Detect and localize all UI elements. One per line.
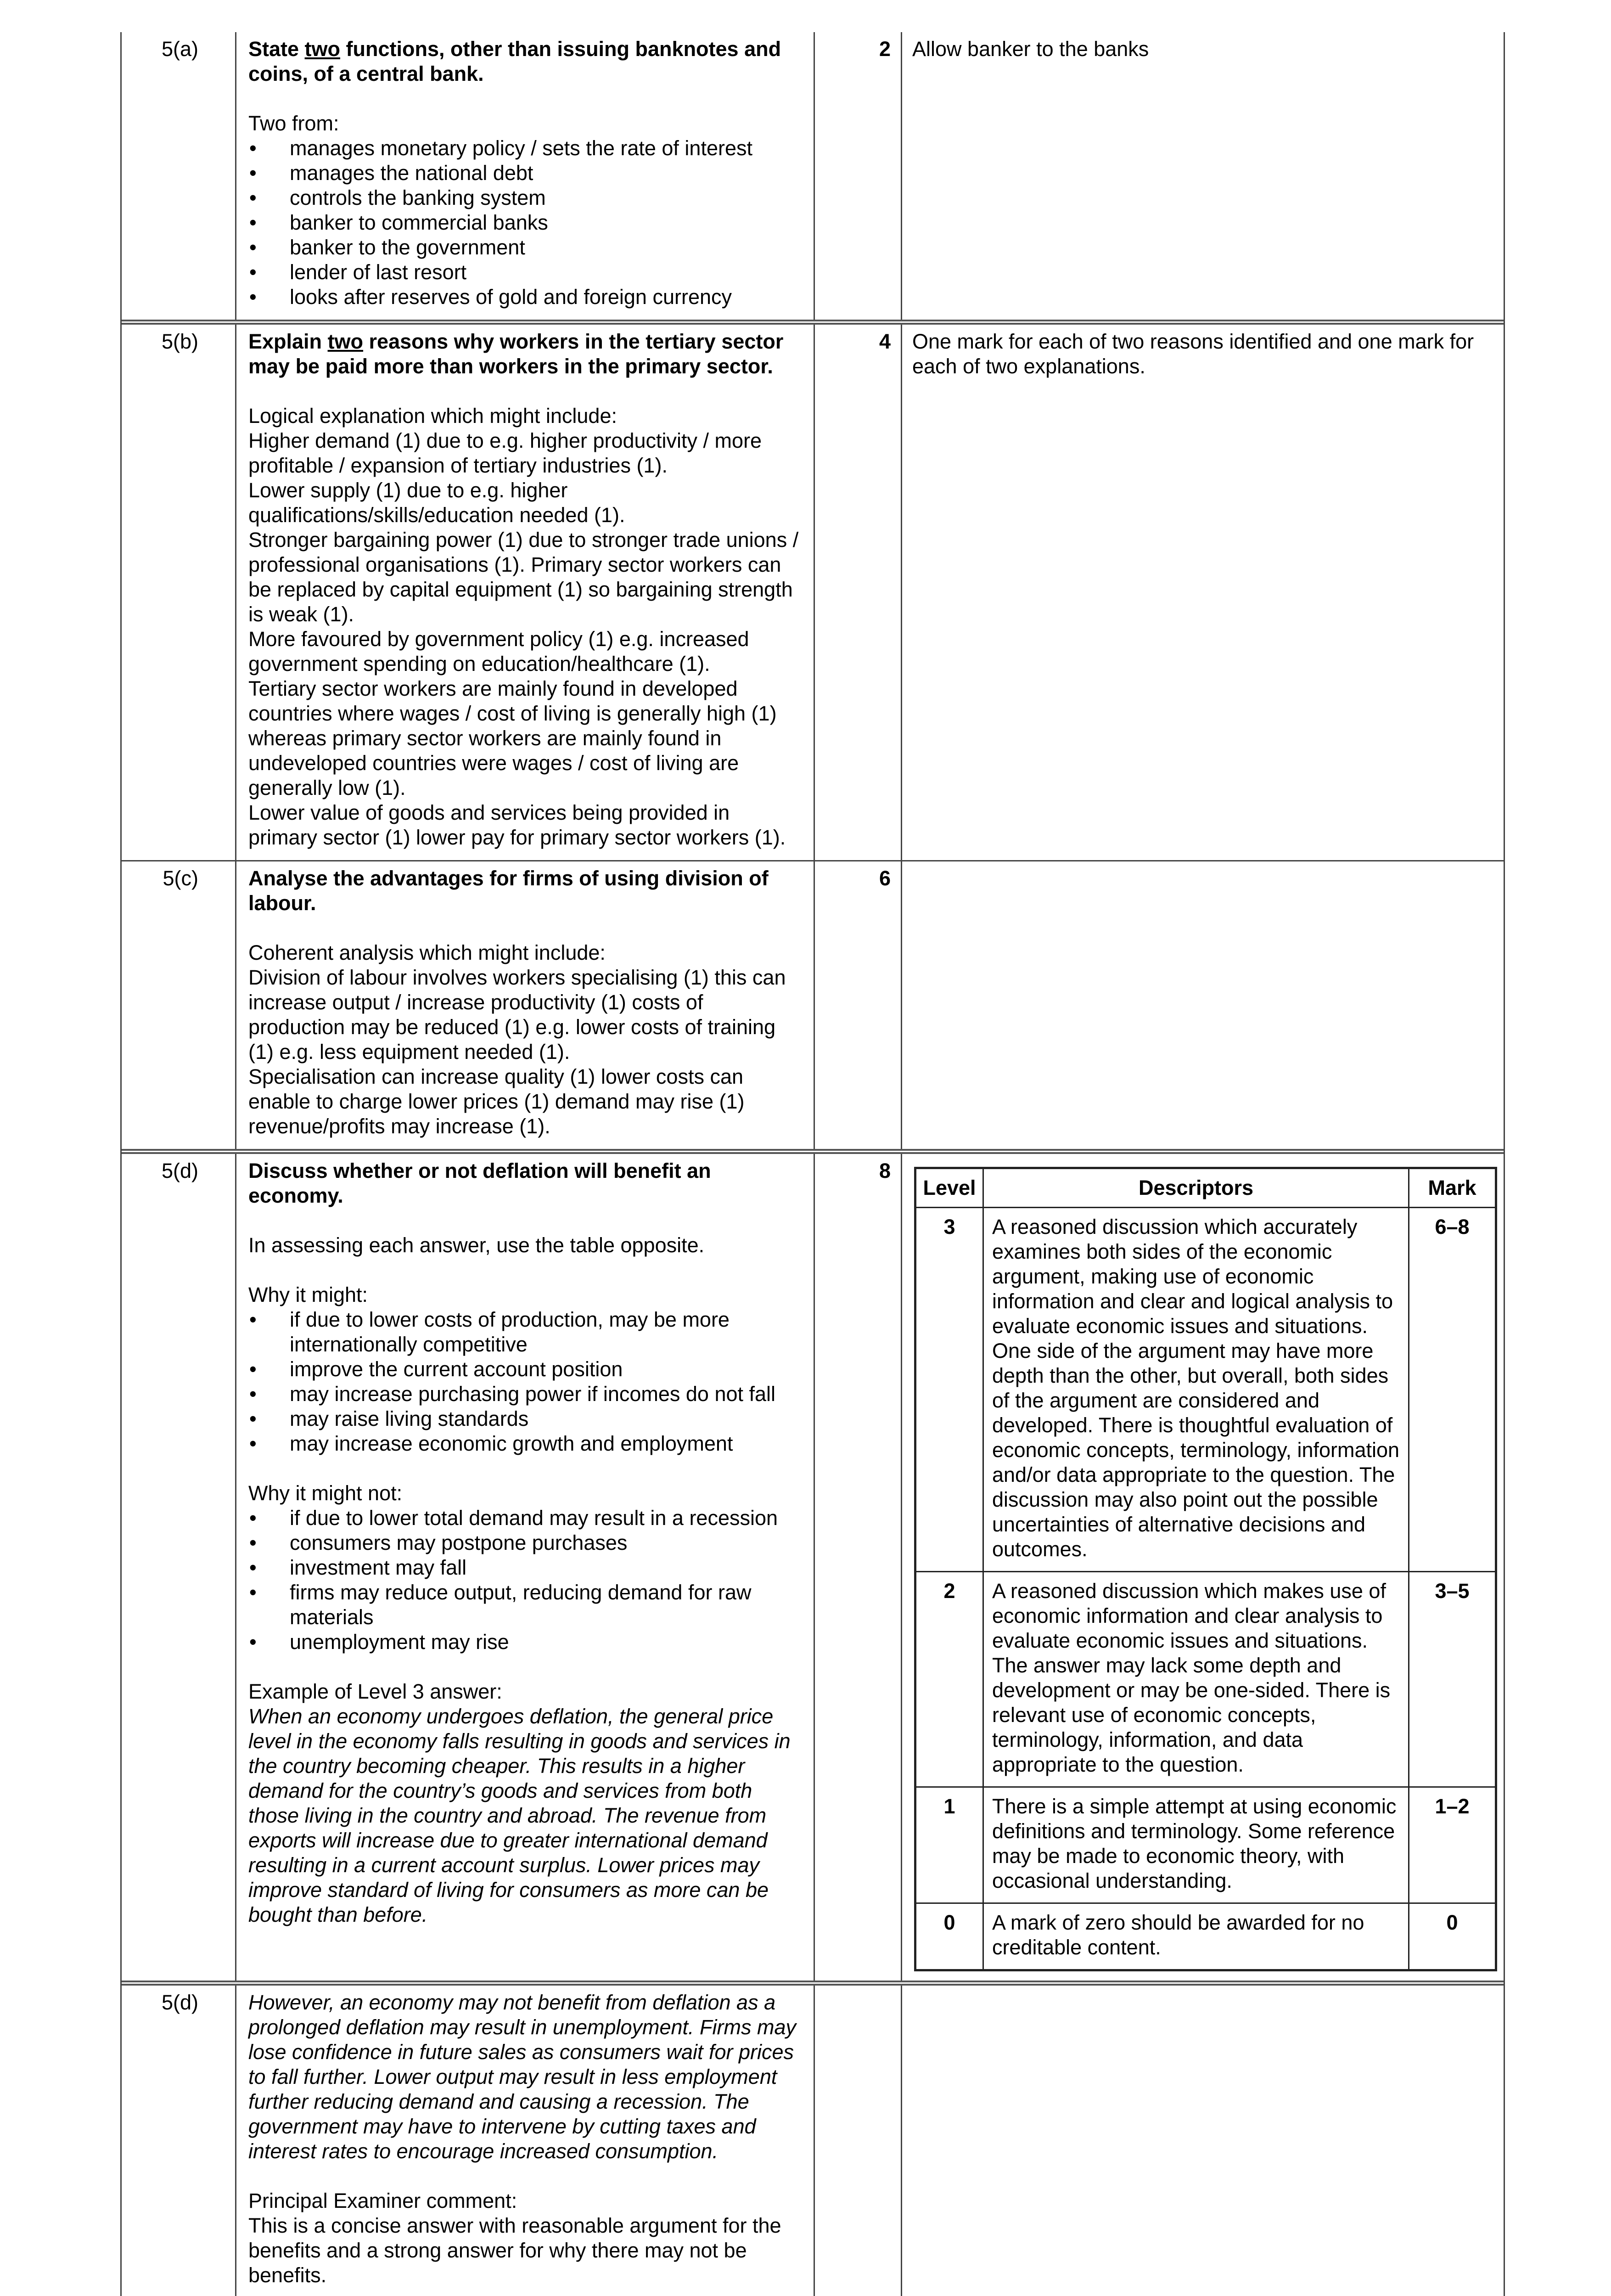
mark-range-cell: 0 <box>1409 1903 1496 1970</box>
marks-cell: 2 <box>815 32 902 320</box>
bullet-text: manages monetary policy / sets the rate of interest <box>290 136 752 160</box>
table-row <box>915 1208 1496 1572</box>
why-might-heading: Why it might: <box>248 1283 368 1306</box>
question-text <box>248 37 802 86</box>
column-header-mark: Mark <box>1409 1168 1496 1208</box>
bullet-item <box>248 1357 802 1382</box>
mark-scheme-table <box>120 32 1505 2296</box>
level-cell: 0 <box>915 1903 983 1970</box>
row-5d-continued <box>122 1981 1504 2296</box>
bullet-item <box>248 235 802 260</box>
bullet-text: looks after reserves of gold and foreign currency <box>290 285 732 309</box>
bullet-icon: • <box>249 186 257 209</box>
bullet-text: banker to the government <box>290 236 525 259</box>
bullet-icon: • <box>249 1308 257 1331</box>
bullet-item <box>248 1307 802 1357</box>
question-number: 5(d) <box>122 1154 236 1981</box>
descriptor-cell: A reasoned discussion which makes use of economic information and clear analysis to evaluate economic issues and situations. The answer may lack some depth and development or may be one-sided. There is relevant use of economic concepts, terminology, information, and data appropriate to the question. <box>983 1572 1409 1787</box>
bullet-icon: • <box>249 285 257 309</box>
question-text-part: Explain <box>248 330 328 353</box>
question-emphasis: two <box>304 37 341 61</box>
answer-line: Coherent analysis which might include: <box>248 941 606 964</box>
row-5b <box>122 320 1504 860</box>
level-cell: 3 <box>915 1208 983 1572</box>
question-text <box>248 329 802 379</box>
answer-line: Stronger bargaining power (1) due to stronger trade unions / professional organisations (1). Primary sector workers can be replaced by capital equipment (1) so bargaining strength is weak (1). <box>248 528 799 626</box>
answer-cell <box>236 1986 815 2296</box>
bullet-text: improve the current account position <box>290 1357 623 1381</box>
question-text: Discuss whether or not deflation will benefit an economy. <box>248 1159 711 1207</box>
bullet-item <box>248 1431 802 1456</box>
example-heading: Example of Level 3 answer: <box>248 1680 502 1703</box>
guidance-cell: Allow banker to the banks <box>912 37 1149 61</box>
question-number: 5(b) <box>122 325 236 860</box>
table-row <box>915 1787 1496 1903</box>
bullet-text: consumers may postpone purchases <box>290 1531 628 1554</box>
why-might-not-heading: Why it might not: <box>248 1481 403 1505</box>
answer-line: Lower value of goods and services being provided in primary sector (1) lower pay for primary sector workers (1). <box>248 801 786 849</box>
row-5d <box>122 1149 1504 1981</box>
bullet-icon: • <box>249 236 257 259</box>
marks-cell: 6 <box>815 861 902 1149</box>
bullet-icon: • <box>249 1556 257 1579</box>
bullet-text: if due to lower costs of production, may be more internationally competitive <box>290 1308 730 1356</box>
assessment-note: In assessing each answer, use the table opposite. <box>248 1233 705 1257</box>
example-answer: When an economy undergoes deflation, the general price level in the economy falls resulting in goods and services in the country becoming cheaper. This results in a higher demand for the country’s goods and services from both those living in the country and abroad. The revenue from exports will increase due to greater international demand resulting in a current account surplus. Lower prices may improve standard of living for consumers as more can be bought than before. <box>248 1705 791 1926</box>
bullet-icon: • <box>249 211 257 234</box>
why-might-bullets <box>248 1307 802 1456</box>
bullet-item <box>248 1555 802 1580</box>
bullet-item <box>248 186 802 210</box>
level-cell: 1 <box>915 1787 983 1903</box>
bullet-item <box>248 285 802 310</box>
bullet-text: unemployment may rise <box>290 1630 509 1654</box>
bullet-item <box>248 210 802 235</box>
marks-cell: 4 <box>815 325 902 860</box>
bullet-item <box>248 1630 802 1654</box>
answer-bullets <box>248 136 802 310</box>
bullet-item <box>248 161 802 186</box>
examiner-comment-heading: Principal Examiner comment: <box>248 2189 517 2212</box>
bullet-icon: • <box>249 136 257 160</box>
table-row <box>915 1903 1496 1970</box>
bullet-item <box>248 1407 802 1431</box>
column-header-level: Level <box>915 1168 983 1208</box>
bullet-item <box>248 1382 802 1407</box>
bullet-icon: • <box>249 260 257 284</box>
bullet-text: if due to lower total demand may result in a recession <box>290 1506 778 1530</box>
table-header-row <box>915 1168 1496 1208</box>
answer-line: More favoured by government policy (1) e.g. increased government spending on education/healthcare (1). <box>248 627 749 675</box>
answer-cell <box>236 861 815 1149</box>
answer-cell <box>236 1154 815 1981</box>
row-5a <box>122 32 1504 320</box>
table-row <box>915 1572 1496 1787</box>
guidance-cell: One mark for each of two reasons identified and one mark for each of two explanations. <box>912 330 1474 378</box>
examiner-comment: This is a concise answer with reasonable argument for the benefits and a strong answer for why there may not be benefits. <box>248 2214 781 2287</box>
descriptor-cell: A reasoned discussion which accurately examines both sides of the economic argument, making use of economic information and clear and logical analysis to evaluate economic issues and situations. One side of the argument may have more depth than the other, but overall, both sides of the argument are considered and developed. There is thoughtful evaluation of economic concepts, terminology, information and/or data appropriate to the question. The discussion may also point out the possible uncertainties of alternative decisions and outcomes. <box>983 1208 1409 1572</box>
bullet-icon: • <box>249 1407 257 1430</box>
guidance-cell <box>902 861 1504 1149</box>
bullet-item <box>248 1580 802 1630</box>
descriptor-cell: A mark of zero should be awarded for no creditable content. <box>983 1903 1409 1970</box>
answer-cell <box>236 32 815 320</box>
bullet-icon: • <box>249 1432 257 1455</box>
bullet-text: may increase purchasing power if incomes do not fall <box>290 1382 776 1406</box>
level-descriptor-table <box>914 1167 1497 1971</box>
bullet-icon: • <box>249 161 257 185</box>
column-header-descriptors: Descriptors <box>983 1168 1409 1208</box>
answer-line: Logical explanation which might include: <box>248 404 617 428</box>
question-number: 5(a) <box>122 32 236 320</box>
answer-line: Specialisation can increase quality (1) lower costs can enable to charge lower prices (1) demand may rise (1) revenue/profits may increase (1). <box>248 1065 745 1138</box>
answer-intro: Two from: <box>248 112 339 135</box>
bullet-icon: • <box>249 1531 257 1554</box>
marks-cell <box>815 1986 902 2296</box>
mark-range-cell: 1–2 <box>1409 1787 1496 1903</box>
bullet-text: manages the national debt <box>290 161 533 185</box>
question-text: Analyse the advantages for firms of using division of labour. <box>248 867 769 915</box>
mark-range-cell: 6–8 <box>1409 1208 1496 1572</box>
bullet-text: controls the banking system <box>290 186 546 209</box>
answer-line: Lower supply (1) due to e.g. higher qualifications/skills/education needed (1). <box>248 478 625 527</box>
question-text-part: functions, other than issuing banknotes and coins, of a central bank. <box>248 37 781 85</box>
guidance-cell <box>902 1154 1504 1981</box>
why-might-not-bullets <box>248 1506 802 1654</box>
level-cell: 2 <box>915 1572 983 1787</box>
marks-cell: 8 <box>815 1154 902 1981</box>
bullet-text: investment may fall <box>290 1556 467 1579</box>
descriptor-cell: There is a simple attempt at using economic definitions and terminology. Some reference may be made to economic theory, with occasional understanding. <box>983 1787 1409 1903</box>
bullet-item <box>248 1506 802 1531</box>
question-number: 5(d) <box>122 1986 236 2296</box>
question-text-part: State <box>248 37 305 61</box>
question-number: 5(c) <box>122 861 236 1149</box>
bullet-icon: • <box>249 1506 257 1530</box>
bullet-text: may raise living standards <box>290 1407 529 1430</box>
bullet-icon: • <box>249 1382 257 1406</box>
bullet-item <box>248 260 802 285</box>
bullet-icon: • <box>249 1357 257 1381</box>
bullet-text: may increase economic growth and employment <box>290 1432 733 1455</box>
bullet-text: lender of last resort <box>290 260 467 284</box>
question-text-part: reasons why workers in the tertiary sector may be paid more than workers in the primary sector. <box>248 330 784 378</box>
answer-line: Higher demand (1) due to e.g. higher productivity / more profitable / expansion of tertiary industries (1). <box>248 429 762 477</box>
bullet-text: firms may reduce output, reducing demand for raw materials <box>290 1581 752 1629</box>
bullet-item <box>248 1531 802 1555</box>
mark-range-cell: 3–5 <box>1409 1572 1496 1787</box>
example-answer: However, an economy may not benefit from deflation as a prolonged deflation may result in unemployment. Firms may lose confidence in future sales as consumers wait for prices to fall further. Lower output may result in less employment further reducing demand and causing a recession. The government may have to intervene by cutting taxes and interest rates to encourage increased consumption. <box>248 1991 797 2163</box>
row-5c <box>122 860 1504 1149</box>
answer-line: Division of labour involves workers specialising (1) this can increase output / increase productivity (1) costs of production may be reduced (1) e.g. lower costs of training (1) e.g. less equipment needed (1). <box>248 966 786 1064</box>
answer-cell <box>236 325 815 860</box>
bullet-text: banker to commercial banks <box>290 211 548 234</box>
bullet-item <box>248 136 802 161</box>
bullet-icon: • <box>249 1581 257 1604</box>
answer-line: Tertiary sector workers are mainly found in developed countries where wages / cost of living is generally high (1) whereas primary sector workers are mainly found in undeveloped countries were wages / cost of living are generally low (1). <box>248 677 777 799</box>
guidance-cell <box>902 1986 1504 2296</box>
bullet-icon: • <box>249 1630 257 1654</box>
question-emphasis: two <box>327 330 364 353</box>
